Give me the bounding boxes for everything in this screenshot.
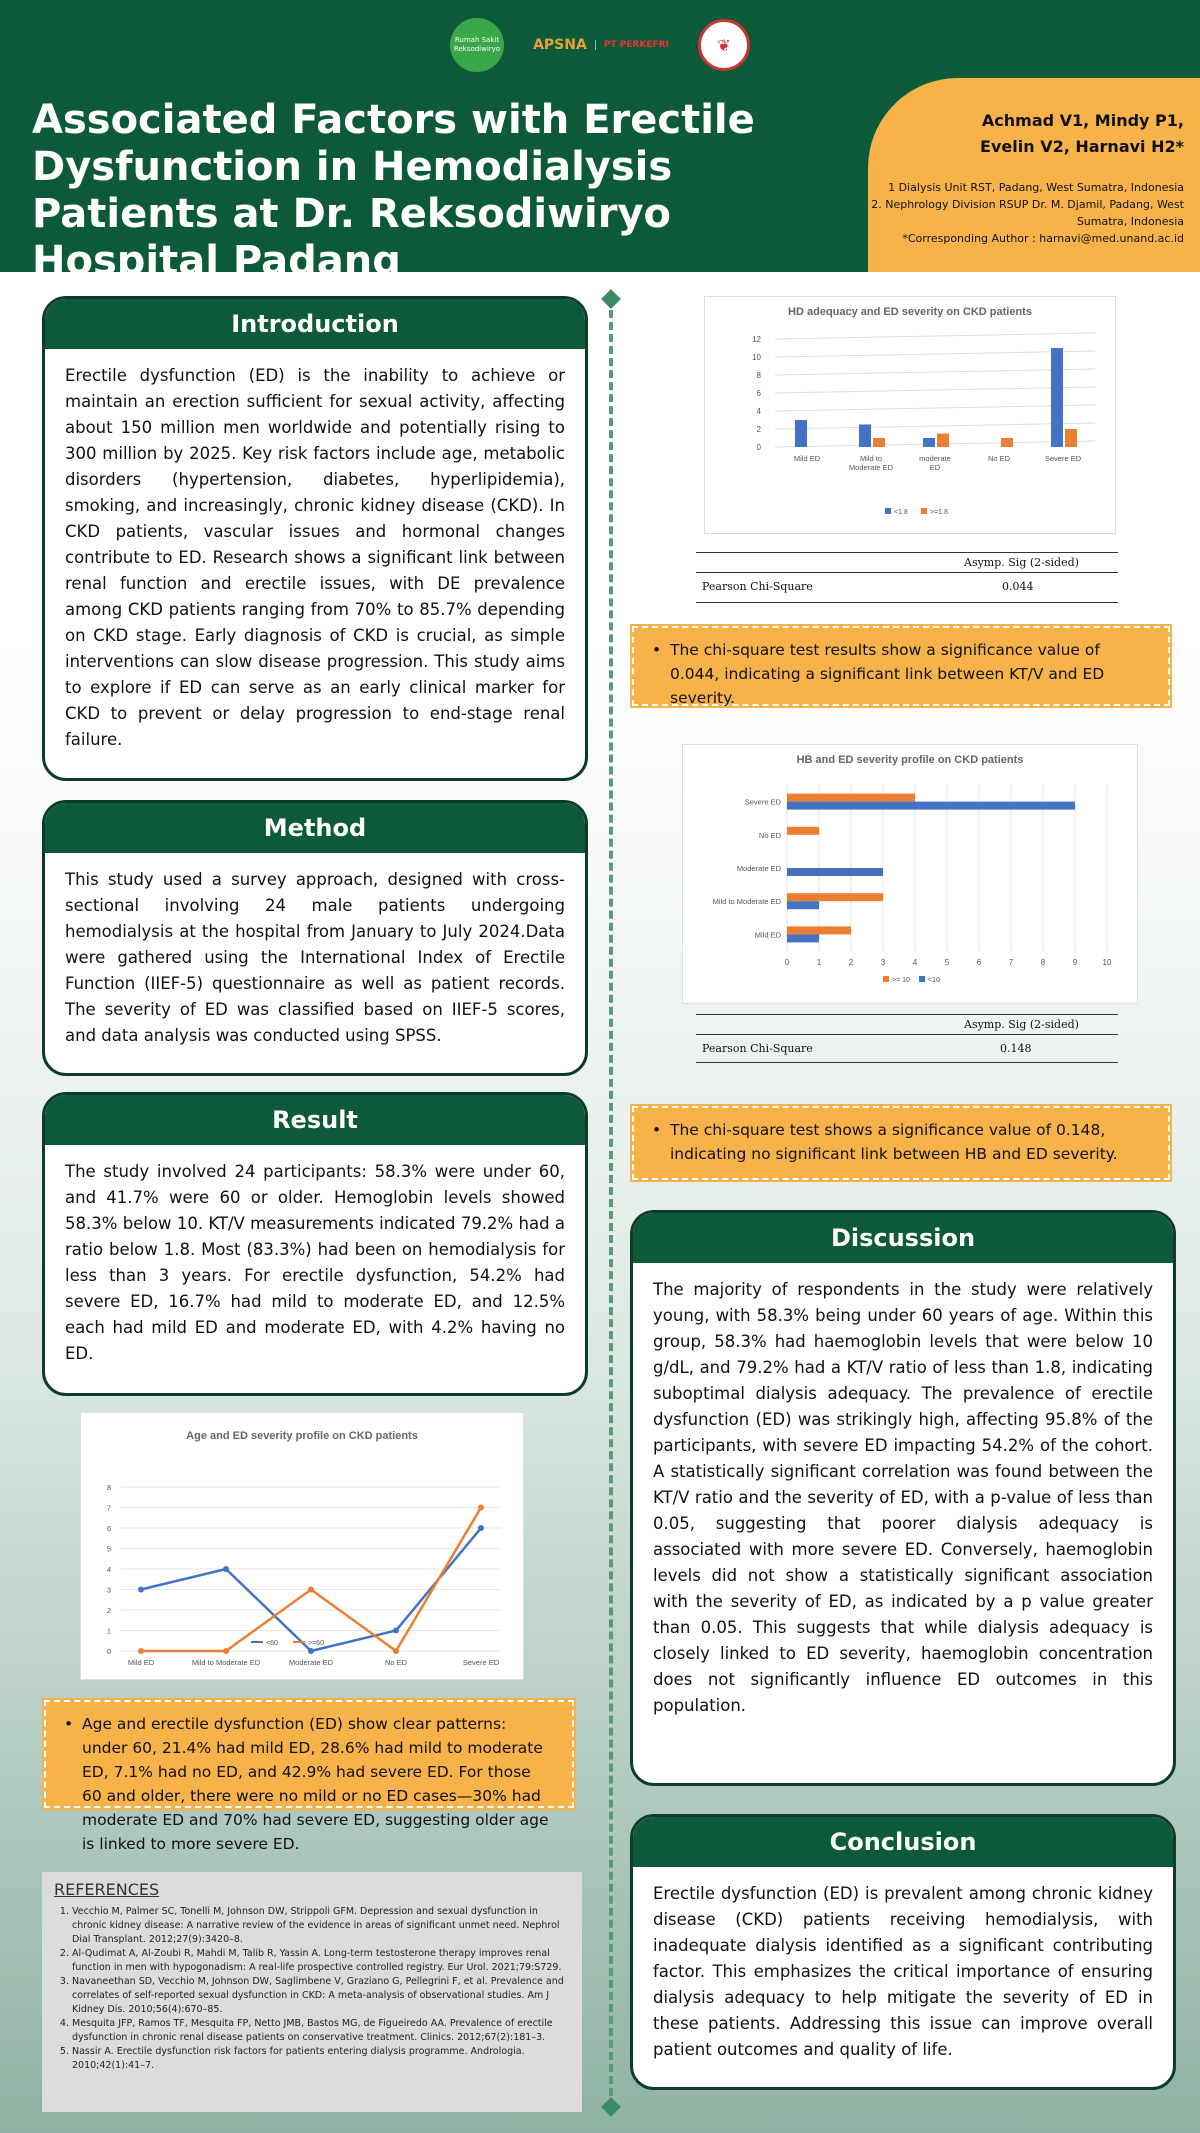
y-tick-label: 7 — [106, 1503, 111, 1513]
y-tick-label: 12 — [752, 335, 761, 344]
x-tick-label: 9 — [1072, 958, 1078, 967]
x-tick-label: Mild to Moderate ED — [191, 1658, 261, 1667]
chart-title: HB and ED severity profile on CKD patients — [796, 754, 1024, 766]
result-body: The study involved 24 participants: 58.3% were under 60, and 41.7% were 60 or older. Hemoglobin levels showed 58.3% below 10. KT/V measurements indicated 79.2% had a ratio below 1.8. Most (83.3%) had been on hemodialysis for less than 3 years. For erectile dysfunction, 54.2% had severe ED, 16.7% had mild to moderate ED, and 12.5% each had mild ED and moderate ED, with 4.2% having no ED. — [65, 1162, 565, 1363]
stat2-row-label: Pearson Chi-Square — [702, 1042, 813, 1055]
x-tick-label: ED — [929, 463, 941, 472]
apsna-logo: APSNA PT PERKEFRI — [533, 37, 669, 53]
data-point — [223, 1648, 229, 1654]
bar-10 — [787, 802, 1075, 810]
affiliations: 1 Dialysis Unit RST, Padang, West Sumatra, Indonesia 2. Nephrology Division RSUP Dr. M. Djamil, Padang, West Sumatra, Indonesia *Corresponding Author : harnavi@med.unand.ac.id — [871, 181, 1184, 245]
bar-18 — [859, 425, 871, 448]
authors-box — [868, 78, 1200, 272]
bar-18 — [923, 438, 935, 447]
legend-label: <60 — [266, 1640, 278, 1647]
stat1-value: 0.044 — [1002, 580, 1034, 593]
grid-line — [775, 369, 1095, 375]
references-list — [54, 1905, 570, 2073]
x-tick-label: 6 — [976, 958, 982, 967]
y-tick-label: 0 — [106, 1647, 111, 1656]
bar-18 — [1051, 348, 1063, 447]
stat2-value: 0.148 — [1000, 1042, 1032, 1055]
stat2-header: Asymp. Sig (2-sided) — [964, 1018, 1079, 1031]
x-tick-label: 8 — [1040, 958, 1046, 967]
conclusion-title: Conclusion — [633, 1817, 1173, 1867]
stat1-row-label: Pearson Chi-Square — [702, 580, 813, 593]
divider-top-icon — [601, 289, 621, 309]
grid-line — [775, 333, 1095, 339]
stat-table-2 — [696, 1012, 1118, 1064]
y-tick-label: 6 — [756, 389, 761, 398]
bar-10 — [787, 827, 819, 835]
reference-item: 2. Al-Qudimat A, Al-Zoubi R, Mahdi M, Talib R, Yassin A. Long-term testosterone therapy improves renal function in men with hypogonadism: A real-life prospective controlled registry. Eur Urol. 2021;79:S729. — [72, 1947, 570, 1975]
references-box — [42, 1872, 582, 2112]
x-tick-label: No ED — [384, 1658, 408, 1667]
conclusion-body: Erectile dysfunction (ED) is prevalent among chronic kidney disease (CKD) patients receiving hemodialysis, with inadequate dialysis identified as a significant contributing factor. This emphasizes the critical importance of ensuring dialysis adequacy to help mitigate the severity of ED in these patients. Addressing this issue can improve overall patient outcomes and quality of life. — [653, 1884, 1153, 2059]
data-point — [393, 1648, 399, 1654]
discussion-body: The majority of respondents in the study were relatively young, with 58.3% being under 60 years of age. Within this group, 58.3% had haemoglobin levels that were below 10 g/dL, and 79.2% had a KT/V ratio of less than 1.8, indicating suboptimal dialysis adequacy. The prevalence of erectile dysfunction (ED) was strikingly high, affecting 95.8% of the participants, with severe ED impacting 54.2% of the cohort. A statistically significant correlation was found between the KT/V ratio and the severity of ED, with a p-value of less than 0.05, suggesting that poorer dialysis adequacy is associated with more severe ED. Conversely, haemoglobin levels did not show a statistically significant association with the severity of ED, as indicated by a p value greater than 0.05. This suggests that while dialysis adequacy is closely linked to ED severity, haemoglobin concentration does not significantly influence ED outcomes in this population. — [653, 1280, 1153, 1715]
bar-18 — [937, 434, 949, 448]
x-tick-label: Severe ED — [1044, 454, 1082, 463]
bar-18 — [873, 438, 885, 447]
center-divider — [609, 298, 617, 2108]
y-tick-label: 5 — [106, 1544, 111, 1554]
result-section — [42, 1092, 588, 1396]
x-tick-label: 10 — [1102, 958, 1112, 967]
reference-item: 5. Nassir A. Erectile dysfunction risk factors for patients entering dialysis programme. Andrologia. 2010;42(1):41–7. — [72, 2045, 570, 2073]
x-tick-label: Moderate ED — [848, 463, 894, 472]
legend-swatch — [883, 976, 889, 982]
discussion-section — [630, 1210, 1176, 1786]
grid-line — [775, 423, 1095, 429]
bar-18 — [795, 420, 807, 447]
hd-note: • The chi-square test results show a significance value of 0.044, indicating a significant link between KT/V and ED severity. — [632, 626, 1170, 706]
legend-label: >=1.8 — [930, 509, 948, 516]
series-line-60 — [141, 1508, 481, 1652]
bar-10 — [787, 926, 851, 934]
hb-chart — [682, 744, 1138, 1004]
x-tick-label: 3 — [880, 958, 886, 967]
data-point — [223, 1566, 229, 1572]
x-tick-label: Mild ED — [127, 1658, 155, 1667]
hd-chart — [704, 296, 1116, 534]
data-point — [393, 1628, 399, 1634]
y-tick-label: Severe ED — [744, 797, 781, 807]
y-tick-label: 4 — [106, 1565, 111, 1574]
y-tick-label: 2 — [756, 425, 761, 434]
reference-item: 3. Navaneethan SD, Vecchio M, Johnson DW, Saglimbene V, Graziano G, Pellegrini F, et al. Prevalence and correlates of self-reported sexual dysfunction in CKD: A meta-analysis of observational studies. Am J Kidney Dis. 2010;56(4):670–85. — [72, 1975, 570, 2017]
x-tick-label: 0 — [784, 958, 790, 967]
chart-title: HD adequacy and ED severity on CKD patients — [788, 306, 1032, 318]
introduction-section — [42, 296, 588, 781]
y-tick-label: 8 — [756, 371, 761, 380]
x-tick-label: 5 — [944, 958, 950, 967]
y-tick-label: 4 — [756, 407, 761, 416]
age-note: • Age and erectile dysfunction (ED) show clear patterns: under 60, 21.4% had mild ED, 28.6% had mild to moderate ED, 7.1% had no ED, and 42.9% had severe ED. For those 60 and older, there were no mild or no ED cases—30% had moderate ED and 70% had severe ED, suggesting older age is linked to more severe ED. — [44, 1700, 574, 1808]
y-tick-label: 3 — [106, 1585, 111, 1595]
conclusion-section — [630, 1814, 1176, 2090]
method-body: This study used a survey approach, designed with cross-sectional involving 24 male patients undergoing hemodialysis at the hospital from January to July 2024.Data were gathered using the International Index of Erectile Function (IIEF-5) questionnaire as well as patient records. The severity of ED was classified based on IIEF-5 scores, and data analysis was conducted using SPSS. — [65, 870, 565, 1045]
chart-title: Age and ED severity profile on CKD patients — [186, 1430, 418, 1442]
bar-10 — [787, 901, 819, 909]
legend-label: >=60 — [308, 1640, 324, 1647]
result-title: Result — [45, 1095, 585, 1145]
bar-10 — [787, 893, 883, 901]
x-tick-label: Mild ED — [793, 454, 821, 463]
y-tick-label: 0 — [756, 443, 761, 452]
legend-swatch — [885, 508, 891, 514]
x-tick-label: Mild to — [859, 454, 883, 463]
y-tick-label: 8 — [106, 1483, 111, 1492]
hb-chart-svg — [683, 745, 1137, 1003]
age-chart-svg — [81, 1413, 523, 1679]
divider-bottom-icon — [601, 2097, 621, 2117]
grid-line — [775, 387, 1095, 393]
y-tick-label: 10 — [752, 353, 761, 362]
data-point — [138, 1648, 144, 1654]
legend-label: <1.8 — [894, 509, 908, 516]
discussion-title: Discussion — [633, 1213, 1173, 1263]
poster-title: Associated Factors with Erectile Dysfunction in Hemodialysis Patients at Dr. Reksodiwiryo Hospital Padang — [32, 97, 755, 284]
y-tick-label: No ED — [758, 830, 781, 840]
grid-line — [775, 405, 1095, 411]
y-tick-label: Mild ED — [754, 930, 781, 940]
references-title: REFERENCES — [54, 1880, 160, 1899]
introduction-body: Erectile dysfunction (ED) is the inability to achieve or maintain an erection sufficient for sexual activity, affecting about 150 million men worldwide and potentially rising to 300 million by 2025. Key risk factors include age, metabolic disorders (hypertension, diabetes, hyperlipidemia), smoking, and increasingly, chronic kidney disease (CKD). In CKD patients, vascular issues and hormonal changes contribute to ED. Research shows a significant link between renal function and erectile issues, with DE prevalence among CKD patients ranging from 70% to 85.7% depending on CKD stage. Early diagnosis of CKD is crucial, as simple interventions can slow disease progression. This study aims to explore if ED can serve as an early clinical marker for CKD to prevent or delay progression to end-stage renal failure. — [65, 366, 565, 749]
legend-label: <10 — [928, 977, 940, 984]
bar-10 — [787, 868, 883, 876]
x-tick-label: moderate — [919, 454, 951, 463]
y-tick-label: 1 — [106, 1626, 111, 1636]
y-tick-label: 2 — [106, 1606, 111, 1615]
reference-item: 1. Vecchio M, Palmer SC, Tonelli M, Johnson DW, Strippoli GFM. Depression and sexual dysfunction in chronic kidney disease: A narrative review of the evidence in areas of significant unmet need. Nephrol Dial Transplant. 2012;27(9):3420–8. — [72, 1905, 570, 1947]
stat1-header: Asymp. Sig (2-sided) — [964, 556, 1079, 569]
bar-10 — [787, 934, 819, 942]
x-tick-label: 2 — [848, 958, 854, 967]
hb-note: • The chi-square test shows a significance value of 0.148, indicating no significant link between HB and ED severity. — [632, 1106, 1170, 1180]
data-point — [138, 1587, 144, 1593]
x-tick-label: Moderate ED — [288, 1658, 334, 1667]
data-point — [478, 1505, 484, 1511]
data-point — [478, 1525, 484, 1531]
x-tick-label: 1 — [816, 958, 822, 967]
y-tick-label: Mild to Moderate ED — [712, 897, 781, 907]
bar-18 — [1001, 438, 1013, 447]
x-tick-label: Severe ED — [462, 1658, 500, 1667]
x-tick-label: 7 — [1008, 958, 1014, 967]
bar-10 — [787, 794, 915, 802]
legend-swatch — [919, 976, 925, 982]
y-tick-label: Moderate ED — [736, 864, 781, 873]
bar-18 — [1065, 429, 1077, 447]
method-section — [42, 800, 588, 1076]
kidney-logo-icon: ❦ — [698, 19, 750, 71]
x-tick-label: 4 — [912, 958, 918, 967]
grid-line — [775, 351, 1095, 357]
legend-label: >= 10 — [892, 977, 910, 984]
legend-swatch — [921, 508, 927, 514]
reference-item: 4. Mesquita JFP, Ramos TF, Mesquita FP, Netto JMB, Bastos MG, de Figueiredo AA. Prevalence of erectile dysfunction in chronic renal disease patients on conservative treatment. Clinics. 2012;67(2):181–3. — [72, 2017, 570, 2045]
age-chart — [80, 1412, 524, 1680]
method-title: Method — [45, 803, 585, 853]
hospital-logo: Rumah Sakit Reksodiwiryo — [450, 18, 504, 72]
y-tick-label: 6 — [106, 1524, 111, 1533]
x-tick-label: No ED — [987, 454, 1011, 463]
logo-row — [0, 18, 1200, 72]
data-point — [308, 1587, 314, 1593]
hd-chart-svg — [705, 297, 1115, 533]
authors: Achmad V1, Mindy P1, Evelin V2, Harnavi H2* — [980, 111, 1184, 156]
introduction-title: Introduction — [45, 299, 585, 349]
data-point — [308, 1648, 314, 1654]
stat-table-1 — [696, 548, 1118, 604]
